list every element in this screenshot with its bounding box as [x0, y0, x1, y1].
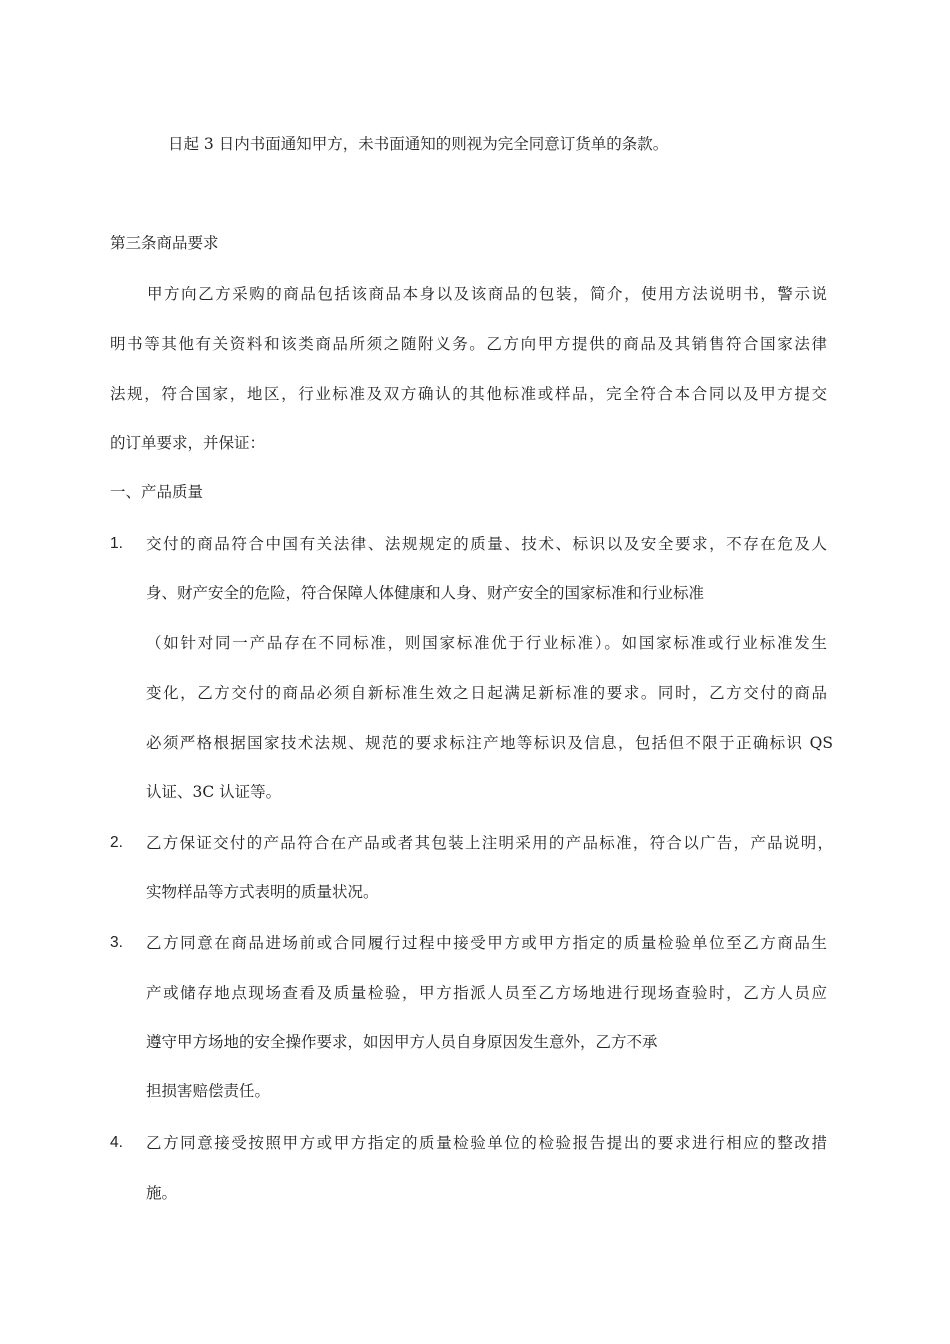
list-item-line: 产或储存地点现场查看及质量检验，甲方指派人员至乙方场地进行现场查验时，乙方人员应: [146, 984, 827, 1002]
intro-line-4: 的订单要求，并保证：: [110, 434, 266, 452]
list-item-line: 施。: [146, 1184, 178, 1202]
list-item-line: 乙方保证交付的产品符合在产品或者其包装上注明采用的产品标准，符合以广告，产品说明，: [146, 834, 833, 852]
list-item-line: 必须严格根据国家技术法规、规范的要求标注产地等标识及信息，包括但不限于正确标识 QS: [146, 734, 833, 752]
list-item-line: 认证、3C 认证等。: [146, 783, 282, 801]
intro-line-2: 明书等其他有关资料和该类商品所须之随附义务。乙方向甲方提供的商品及其销售符合国家法律: [110, 335, 827, 353]
intro-line-3: 法规，符合国家，地区，行业标准及双方确认的其他标准或样品，完全符合本合同以及甲方提交: [110, 385, 827, 403]
list-item-number: 4.: [110, 1134, 123, 1151]
list-item-number: 1.: [110, 535, 123, 552]
list-item-line: 担损害赔偿责任。: [146, 1082, 271, 1100]
intro-line-1: 甲方向乙方采购的商品包括该商品本身以及该商品的包装，简介，使用方法说明书，警示说: [147, 285, 827, 303]
list-item-line: 交付的商品符合中国有关法律、法规规定的质量、技术、标识以及安全要求，不存在危及人: [146, 535, 827, 553]
list-item-line: 乙方同意接受按照甲方或甲方指定的质量检验单位的检验报告提出的要求进行相应的整改措: [146, 1134, 827, 1152]
continuation-line: 日起 3 日内书面通知甲方，未书面通知的则视为完全同意订货单的条款。: [168, 135, 669, 153]
list-item-line: （如针对同一产品存在不同标准，则国家标准优于行业标准）。如国家标准或行业标准发生: [146, 634, 827, 652]
list-item-number: 3.: [110, 934, 123, 951]
list-item-line: 身、财产安全的危险，符合保障人体健康和人身、财产安全的国家标准和行业标准: [146, 584, 705, 602]
list-item-number: 2.: [110, 834, 123, 851]
list-item-line: 变化，乙方交付的商品必须自新标准生效之日起满足新标准的要求。同时，乙方交付的商品: [146, 684, 827, 702]
list-item-line: 乙方同意在商品进场前或合同履行过程中接受甲方或甲方指定的质量检验单位至乙方商品生: [146, 934, 827, 952]
list-item-line: 实物样品等方式表明的质量状况。: [146, 883, 379, 901]
subheading: 一、产品质量: [110, 483, 204, 501]
section-title: 第三条商品要求: [110, 234, 219, 252]
list-item-line: 遵守甲方场地的安全操作要求，如因甲方人员自身原因发生意外，乙方不承: [146, 1033, 658, 1051]
